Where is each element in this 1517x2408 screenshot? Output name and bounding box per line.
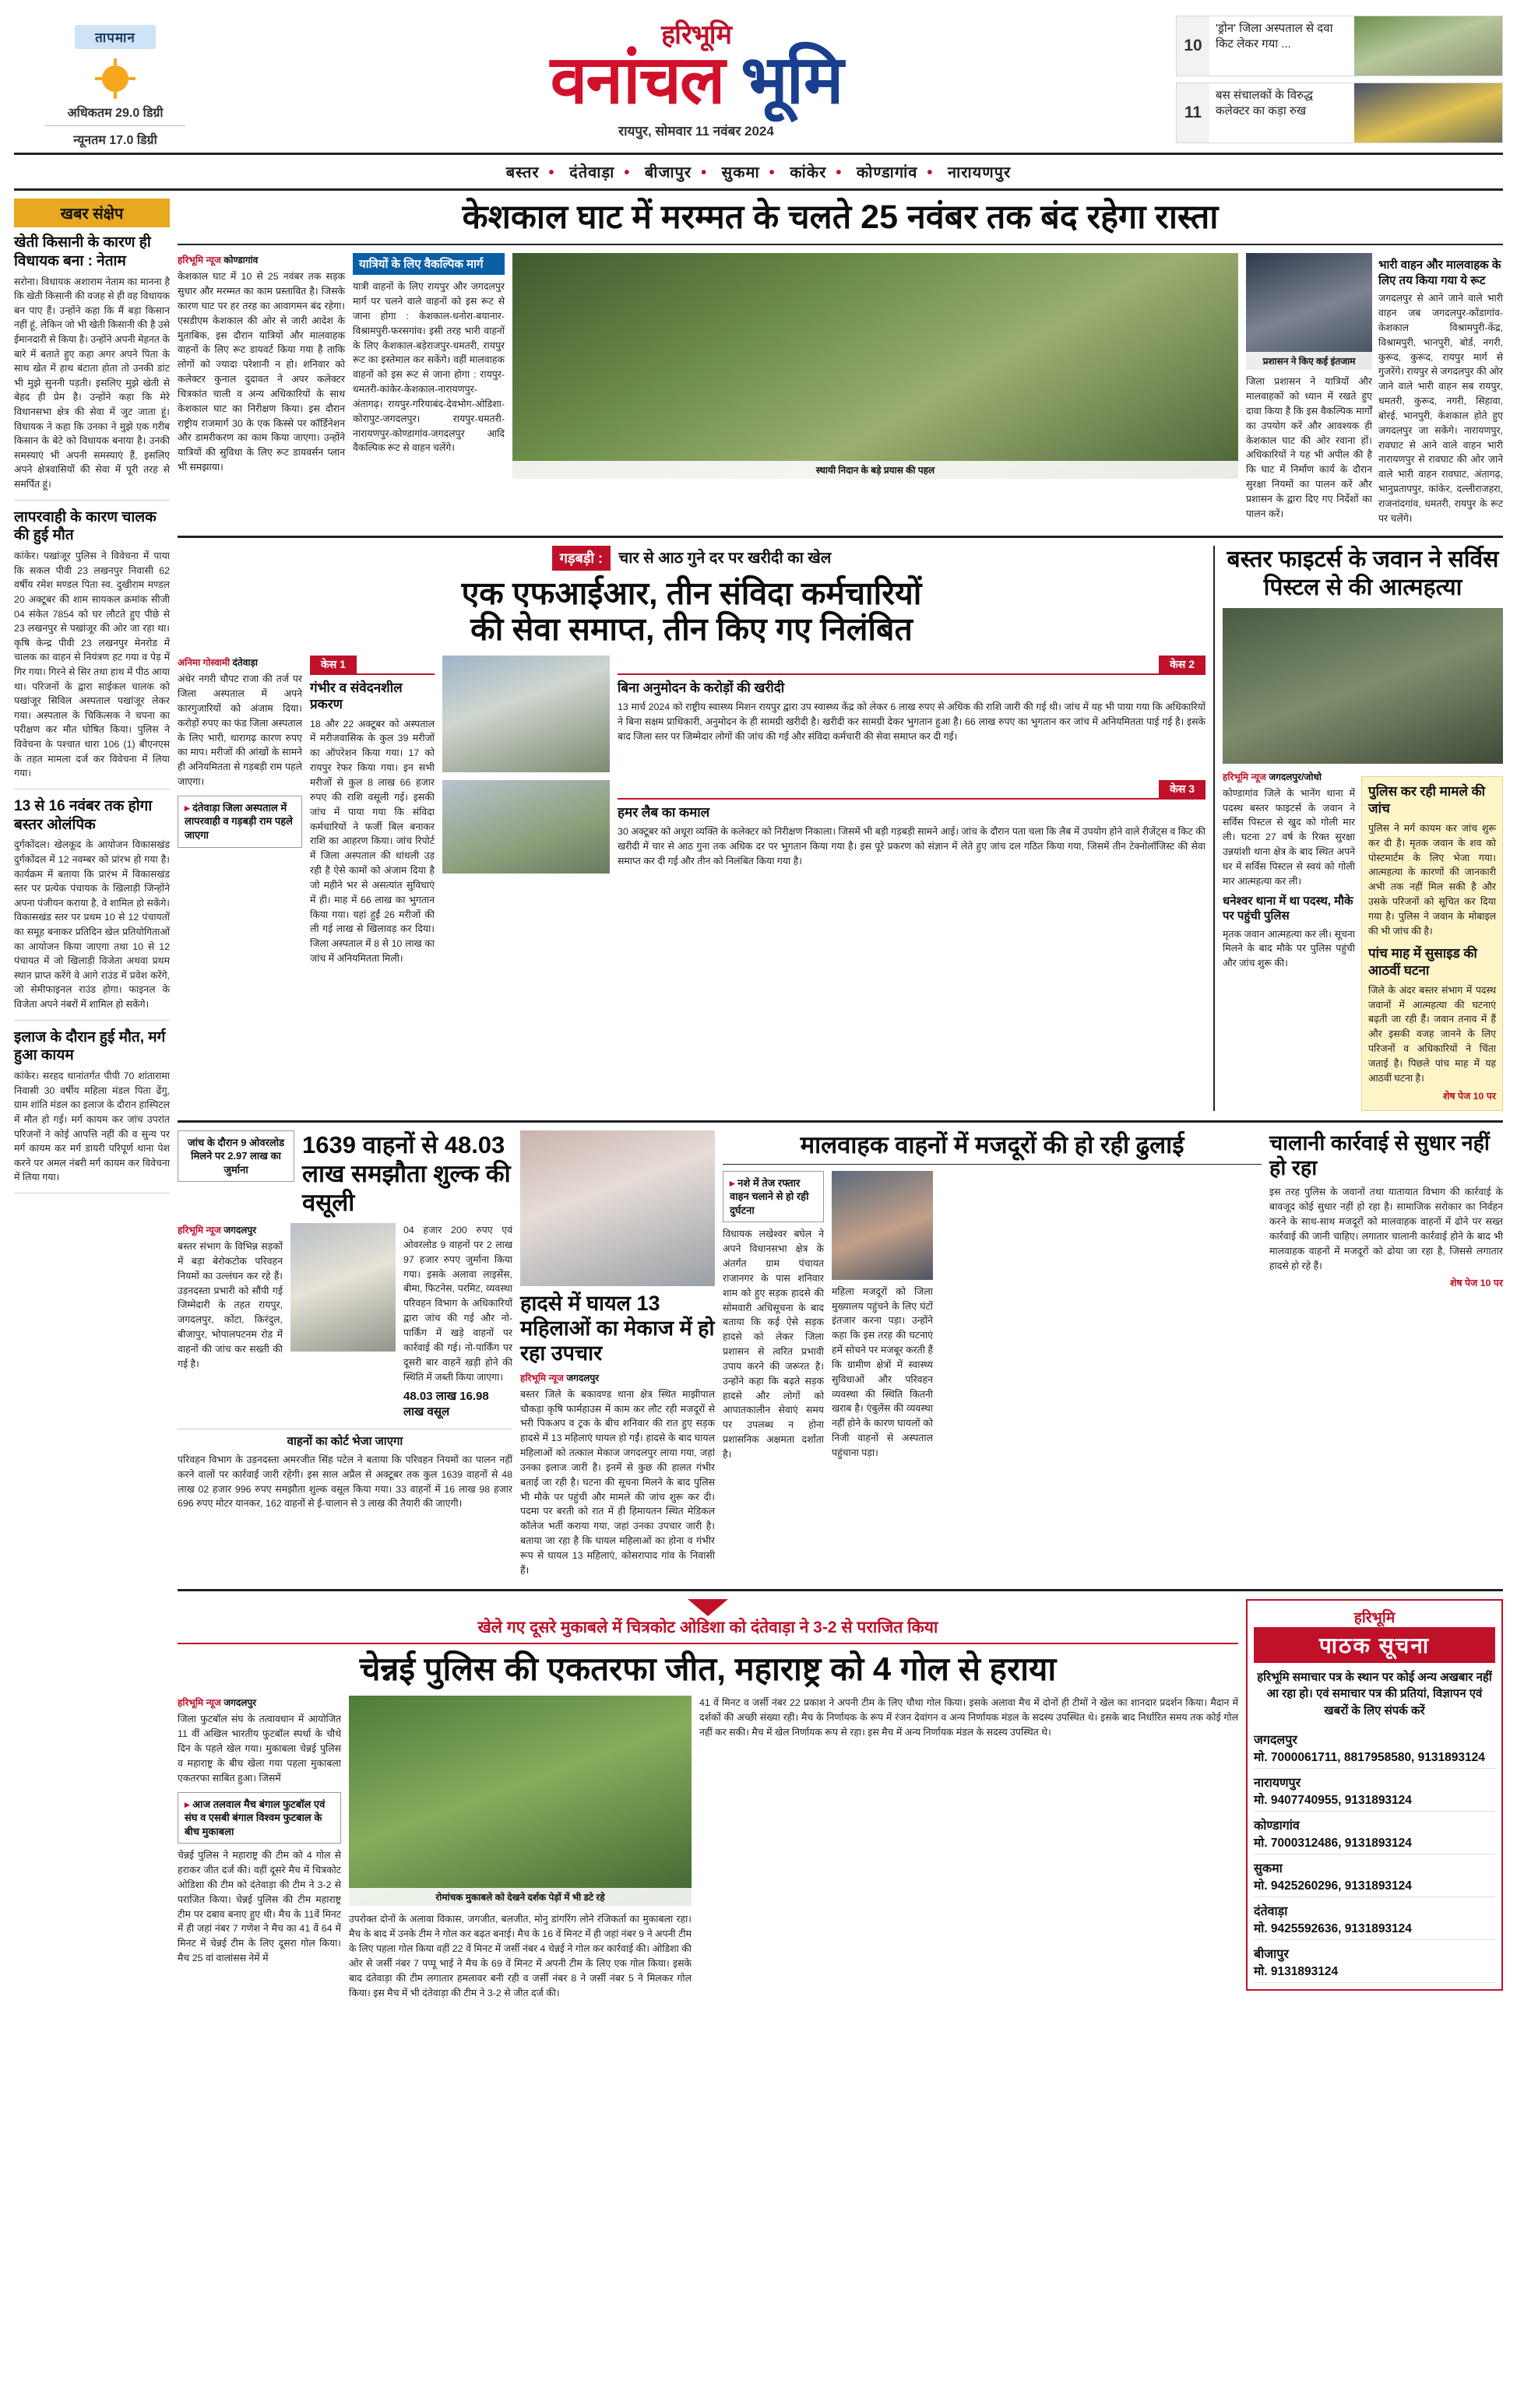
street-scene-photo (442, 656, 610, 772)
temperature-box (14, 11, 216, 148)
challan-headline: चालानी कार्रवाई से सुधार नहीं हो रहा (1269, 1130, 1490, 1179)
publisher-logo: हरिभूमि (661, 20, 731, 50)
police-bus-photo (290, 1223, 396, 1352)
district-item[interactable]: बीजापुर (644, 164, 692, 181)
sun-icon (95, 58, 136, 99)
challan-body: इस तरह पुलिस के जवानों तथा यातायात विभाग की कार्रवाई के बावजूद कोई सुधार नहीं हो रहा है। सामाजिक सरोकार का निर्वहन करने के साथ-साथ मजदूरों को मालवाहक वाहनों में ढोने पर सख्त कार्रवाई की जानी चाहिए। लगातार चालानी कार्रवाई होने के बाद भी मालवाहक वाहनों में मजदूरों को ढोया जा रहा है, जिससे लगातार हादसे हो रहे हैं। (1269, 1186, 1503, 1271)
promo-item[interactable] (1176, 83, 1503, 143)
suicide-body: कोण्डागांव जिले के भानेंग थाना में पदस्थ बस्तर फाइटर्स के जवान ने सर्विस पिस्टल से खुद को गोली मार ली। घटना 27 वर्ष के रिक्त सुरक्षा उन्नयांशी थाना क्षेत्र के बाद स्थित अपने घर में सर्विस पिस्टल से स्वयं को गोली मार आत्महत्या कर ली। (1223, 787, 1355, 887)
case-title: बिना अनुमोदन के करोड़ों की खरीदी (618, 680, 785, 696)
dateline: जगदलपुर (224, 1697, 257, 1709)
photo-caption: प्रशासन ने किए कई इंतजाम (1246, 352, 1372, 370)
sports-note-text: आज तलवाल मैच बंगाल फुटबॉल एवं संघ व एसबी बंगाल विश्वम फुटबाल के बीच मुकाबला (185, 1798, 326, 1837)
contact-city: जगदलपुर (1254, 1733, 1297, 1747)
lead-headline: केशकाल घाट में मरम्मत के चलते 25 नवंबर तक बंद रहेगा रास्ता (178, 199, 1503, 245)
promo-headline: 'ड्रोन' जिला अस्पताल से दवा किट लेकर गया ... (1216, 22, 1333, 51)
third-deck (178, 1120, 1503, 1578)
sports-body-3: 41 वें मिनट व जर्सी नंबर 22 प्रकाश ने अपनी टीम के लिए चौथा गोल किया। इसके अलावा मैच में दोनों ही टीमों ने खेल का शानदार प्रदर्शन किया। मैदान में दर्शकों की अच्छी संख्या रही। मैच के निर्णायक के रूप में रंजन देवांगन व अन्य निर्णायक मंडल के सदस्य उपस्थित थे। इसके बाद निर्धारित समय तक कोई गोल नहीं कर सकी। मैच में खेल निर्णायक रूप से रहा। इस मैच में अन्य निर्णायक मंडल के सदस्य उपस्थित थे। (699, 1697, 1238, 1738)
temperature-min: न्यूनतम 17.0 डिग्री (73, 134, 157, 147)
district-item[interactable]: सुकमा (721, 164, 760, 181)
fir-case-1 (310, 656, 435, 966)
rail-header: खबर संक्षेप (14, 199, 170, 227)
rail-item-body: सरोना। विधायक अशाराम नेताम का मानना है कि खेती किसानी की वजह से ही वह विधायक बन पाए हैं। उन्होंने कहा कि मैं बड़ा किसान नहीं हूं, लेकिन जो भी खेती किसानी की है उसे ईमानदारी से किया है। उन्होंने अपनी मेहनत के बारे में बताते हुए कहा अगर अपने पिता के साथ खेत में हाथ बंटाता होता तो उनकी डांट भी मुझे सुननी पड़ती। इसलिए मुझे खेती से बेहद ही प्रेम है। उन्होंने कहा कि मेरे विधानसभा क्षेत्र की सेवा में जुट जाता हूं। विधायक ने कहा कि उनका ने मुझे एक गरीब किसान के बेटे को विधायक बनाया है। उनकी समस्याएं भी अपनी समस्याएं हैं, इसलिए अपने क्षेत्रवासियों की सेवा में पूरी तरह से समर्पित हूं। (14, 276, 170, 490)
contact-phone[interactable]: मो. 9425592636, 9131893124 (1254, 1919, 1495, 1940)
lead-column-4 (1246, 253, 1503, 526)
football-match-photo (349, 1696, 692, 1906)
edition-date: रायपुर, सोमवार 11 नवंबर 2024 (618, 124, 774, 139)
promo-list (1176, 11, 1503, 143)
labour-headline: मालवाहक वाहनों में मजदूरों की हो रही ढुलाई (723, 1130, 1262, 1165)
football-story (178, 1599, 1238, 2001)
lead-column-1 (178, 253, 345, 526)
fines-note: जांच के दौरान 9 ओवरलोड मिलने पर 2.97 लाख का जुर्माना (178, 1130, 294, 1183)
rail-item-title: खेती किसानी के कारण ही विधायक बना : नेताम (14, 234, 151, 269)
byline-source: अनिमा गोस्वामी (178, 657, 231, 669)
byline (520, 1371, 715, 1384)
fir-note-text: दंतेवाड़ा जिला अस्पताल में लापरवाही व गड़बड़ी राम पहले जाएगा (185, 801, 294, 841)
suicide-sub-title: धनेश्वर थाना में था पदस्थ, मौके पर पहुंची पुलिस (1223, 894, 1353, 923)
fir-headline-line1: एक एफआईआर, तीन संविदा कर्मचारियों (461, 575, 922, 611)
injured-women-story (520, 1130, 715, 1578)
district-item[interactable]: कांकेर (790, 164, 827, 181)
injured-women-hospital-photo (520, 1130, 715, 1286)
sports-photo-column (349, 1696, 692, 2000)
promo-headline: बस संचालकों के विरुद्ध कलेक्टर का कड़ा रुख (1216, 89, 1314, 118)
children-street-photo (442, 780, 610, 874)
rail-item[interactable] (14, 234, 170, 501)
suicide-count-title: पांच माह में सुसाइड की आठवीं घटना (1368, 945, 1477, 978)
lead-story (178, 199, 1503, 526)
sports-column-3 (699, 1696, 1238, 2000)
ghat-aerial-photo (512, 253, 1238, 479)
contact-phone[interactable]: मो. 7000061711, 8817958580, 9131893124 (1254, 1748, 1495, 1769)
labour-note: ▸ नशे में तेज रफ्तार वाहन चलाने से हो रही दुर्घटना (723, 1171, 824, 1223)
labour-transport-story (723, 1130, 1262, 1578)
labour-note-text: नशे में तेज रफ्तार वाहन चलाने से हो रही दुर्घटना (730, 1176, 809, 1216)
lead-body-4: जगदलपुर से आने जाने वाले भारी वाहन जब जगदलपुर-कोंडागांव-केशकाल विश्रामपुरी-केंद्र, विश्रामपुरी, भानपुरी, बोर्ड, नगरी, कुरूद, कुरूद, रायपुर मार्ग से गुजरेंगे। रायपुर से जगदलपुर की ओर जाने वाले भारी वाहन सब रायपुर, धमतरी, कुरूद, नगरी, सिहावा, बोरई, भानपुरी, केशकाल होते हुए जगदलपुर जा सकेंगे। नारायणपुर, रावघाट से आने वाले वाहन भारी नारायणपुर से रावघाट की ओर जाने वाले भारी वाहन रावघाट, अंतागढ़, भानुप्रतापपुर, कांकेर, दल्लीराजहरा, राजनांदगांव, धमतरी, रायपुर के रूट पर चलेंगे। (1378, 293, 1503, 524)
photo-caption: रोमांचक मुकाबले को देखने दर्शक पेड़ों में भी डटे रहे (349, 1888, 692, 1906)
investigation-body: पुलिस ने मर्ग कायम कर जांच शुरू कर दी है। मृतक जवान के शव को पोस्टमार्टम के लिए भेजा गया। आत्महत्या के कारणों की जानकारी अभी तक नहीं मिल सकी है और उसके परिजनों को सूचित कर दिया गया है। पुलिस ने जवान के मोबाइल की भी जांच की है। (1368, 822, 1496, 937)
lead-column-2 (353, 253, 505, 526)
labour-body-2: महिला मजदूरों को जिला मुख्यालय पहुंचने के लिए घंटों इंतजार करना पड़ा। उन्होंने कहा कि इस तरह की घटनाएं हमें सोचने पर मजबूर करती हैं कि ग्रामीण क्षेत्रों में स्वास्थ्य सुविधाओं और परिवहन व्यवस्था की स्थिति कितनी खराब है। एंबुलेंस की व्यवस्था नहीं होने के कारण घायलों को निजी वाहनों से अस्पताल पहुंचाना पड़ा। (832, 1285, 933, 1458)
sports-kicker: खेले गए दूसरे मुकाबले में चित्रकोट ओडिशा को दंतेवाड़ा ने 3-2 से पराजित किया (477, 1618, 938, 1636)
labour-body-1: विधायक लखेश्वर बघेल ने अपने विधानसभा क्षेत्र के अंतर्गत ग्राम पंचायत राजानगर के पास शनिवार शाम को हुए सड़क हादसे की सोमवारी अधिसूचना के बाद बताया कि कई ऐसे सड़क हादसे को लेकर जिला प्रशासन से त्वरित प्रभावी उपाय करने की जरूरत है। उन्होंने कहा कि बढ़ते सड़क हादसे और लोगों को आपातकालीन सेवाएं समय पर उपलब्ध न होना प्रशासनिक अक्षमता दर्शाता है। (723, 1229, 824, 1461)
temperature-max: अधिकतम 29.0 डिग्री (67, 107, 164, 120)
byline (1223, 770, 1355, 783)
rail-item[interactable] (14, 508, 170, 789)
case-bar (310, 656, 435, 675)
promo-page-number: 11 (1177, 83, 1209, 142)
rail-item-body: कांकेर। पखांजूर पुलिस ने विवेचना में पाया कि सकल पीवी 23 लखनपुर निवासी 62 वर्षीय रमेश मण्डल पिता स्व. दुखीराम मण्डल 20 अक्टूबर की शाम सायकल क्रमांक सीजी 04 संकेत 7854 को घर लौटते हुए पीछे से 23 लखनपुर से पखांजूर की ओर जा रहा था। कृषि केन्द्र पीवी 23 लखनपुर मेनरोड में चालक का वाहन से नियंत्रण हट गया व पेड़ में गिर गया। गिरने से सिर तथा हाथ में पीठ आया था। परिजनों के द्वारा साईकल चालक को पखांजूर सिविल अस्पताल पखांजूर लेकर गया। अस्पताल के चिकित्सक ने चपना का परीक्षण कर मौत घोषित किया। पुलिस ने विवेचना के पश्चात धारा 106 (1) बीएनएस के तहत मामला दर्ज कर विवेचना में लिया गया। (14, 550, 170, 779)
investigation-box (1361, 776, 1503, 1111)
rail-item[interactable] (14, 1028, 170, 1193)
jawans-group-photo (1223, 608, 1503, 764)
fines-body-2: 04 हजार 200 रुपए एवं ओवरलोड 9 वाहनों पर 2 लाख 97 हजार रुपए जुर्माना किया गया। इसके अलावा लाइसेंस, बीमा, फिटनेस, परमिट, व्यवस्था परिवहन विभाग के अधिकारियों द्वारा जांच की गई और नो-पार्किंग में खड़े वाहनों पर कार्रवाई की गई। नो-पार्किंग पर दूसरी बार वाहनें खड़ी होने की स्थिति में जब्ती किया जाएगा। (403, 1225, 512, 1383)
fines-sub-title: वाहनों का कोर्ट भेजा जाएगा (178, 1429, 512, 1450)
contact-phone[interactable]: मो. 9131893124 (1254, 1962, 1495, 1983)
byline (178, 1696, 341, 1709)
promo-item[interactable] (1176, 16, 1503, 76)
dateline: जगदलपुर (566, 1372, 600, 1383)
investigation-title: पुलिस कर रही मामले की जांच (1368, 783, 1486, 816)
promo-page-number: 10 (1177, 16, 1209, 76)
lead-body-1: केशकाल घाट में 10 से 25 नवंबर तक सड़क सुधार और मरम्मत का काम प्रस्तावित है। जिसके कारण घाट पर हर तरह का आवागमन बंद रहेगा। एसडीएम केशकाल की ओर से जारी आदेश के मुताबिक, इस दौरान यात्रियों और मालवाहक वाहनों के लिए रूट डायवर्ट किया गया है ताकि लोगों को ज्यादा परेशानी न हो। शनिवार को कलेक्टर कुनाल दुदावत ने अपर कलेक्टर चित्रकांत चाली व अन्य अधिकारियों के साथ केशकाल घाट का निरीक्षण किया। इस दौरान राष्ट्रीय राजमार्ग 30 के एक किस्से पर कॉर्डिनेशन और डामरीकरण का काम किया जाएगा। उन्होंने यात्रियों की सुविधा के लिए रूट डायवर्सन प्लान भी समझाया। (178, 271, 345, 473)
rail-item-title: लापरवाही के कारण चालक की हुई मौत (14, 508, 157, 544)
promo-photo (1354, 16, 1502, 76)
case-bar (618, 780, 1206, 800)
case-body: 18 और 22 अक्टूबर को अस्पताल में मरीजवासिक के कुल 39 मरीजों का ऑपरेशन किया गया। 17 को रायपुर रेफर किया गया। इन सभी मरीजों से कुल 8 लाख 66 हजार रुपए की राशि वसूली गई। इसकी जांच में पाया गया कि संविदा कर्मचारियों ने फर्जी बिल बनाकर राशि का आहरण किया। जांच रिपोर्ट में जिला अस्पताल की धांधली उड़ रही है ऐसे कामों को अंजाम दिया है जो महीने भर से असत्यांत सुविधाएं में ही। माह में 66 लाख का भुगतान किया गया। यहां हुईं 26 मरीजों की ली गई लाख से खिलावड़ कर दिया। जिला अस्पताल में 8 से 10 लाख का जांच में अनियमितता मिली। (310, 718, 435, 965)
temperature-label: तापमान (75, 25, 156, 49)
contact-phone[interactable]: मो. 9425260296, 9131893124 (1254, 1876, 1495, 1897)
byline (178, 1223, 283, 1236)
byline-source: हरिभूमि न्यूज (178, 255, 221, 266)
sports-body-2b: उपरोक्त दोनों के अलावा विकास, जगजीत, बलजीत, मोनु डांगरिंग लोने रंजिकर्ता का मुकाबला रहा। मैच के बाद में उनके टीम ने गोल कर बढ़त बनाई। मैच के 16 वें मिनट में ही जहां नंबर 9 ने अपनी टीम के लिए पहला गोल किया वहीं 22 वें मिनट में जर्सी नंबर 4 चेन्नई ने गोल कर कार्रवाई की। ओडिशा की ओर से जर्सी नंबर 7 पप्पू भाई ने मैच के 69 वें मिनट में अपनी टीम के लिए एक गोल किया। इसके बाद दंतेवाड़ा की टीम लगातार हमलावर बनी रही व जर्सी नंबर 8 ने जर्सी नंबर 5 ने मिलकर गोल किया। इस मैच में भी दंतेवाड़ा की टीम ने 3-2 से जीत दर्ज की। (349, 1914, 692, 1998)
fir-story (178, 546, 1215, 1111)
district-item[interactable]: नारायणपुर (947, 164, 1012, 181)
sports-headline: चेन्नई पुलिस की एकतरफा जीत, महाराष्ट्र को 4 गोल से हराया (359, 1650, 1057, 1687)
reader-notice (1246, 1599, 1503, 2001)
fir-body-1: अंधेर नगरी चौपट राजा की तर्ज पर जिला अस्पताल में अपने कारगुजारियों को अंजाम दिया। करोड़ों रुपए का फंड जिला अस्पताल के लिए भारी, थारागढ़ कारण रुपए का माप। मरीजों की आंखों के सामने ही अनियमितता से गड़बड़ी राम पहले जाएगा। (178, 673, 302, 788)
rail-item-title: इलाज के दौरान हुई मौत, मर्ग हुआ कायम (14, 1028, 166, 1064)
kicker-text: चार से आठ गुने दर पर खरीदी का खेल (618, 549, 832, 567)
byline-source: हरिभूमि न्यूज (520, 1372, 564, 1383)
suicide-sub-body: मृतक जवान आत्महत्या कर ली। सूचना मिलने के बाद मौके पर पुलिस पहुंची और जांच शुरू की। (1223, 928, 1355, 969)
byline-source: हरिभूमि न्यूज (178, 1697, 221, 1709)
contact-city: नारायणपुर (1254, 1776, 1301, 1790)
rail-item-body: दुर्गकोंदल। खेलकूद के आयोजन विकासखंड दुर्गकोंदल में 12 नवम्बर को प्रांरभ हो गया है। कार्यक्रम में बताया कि प्रारंभ में विकासखंड स्तर पर प्रत्येक पंचायक के खिलाड़ी जिन्होंने अपना पंजीयन कराया है, वे शामिल हो सकेंगे। विकासखंड स्तर पर प्रथम 10 से 12 पंचायतों का समूह बनाकर प्रतिदिन खेल प्रतियोगिताओं का आयोजन किया जाएगा तथा 10 से 12 पंचायत में जो खिलाड़ी विजेता अथवा प्रथम स्थान प्राप्त करेंगे वे आगे राउंड में प्रवेश करेंगे, जो सेमीफाइनल राउंड होगा। फाइनल के विजेता अपने नंबरों में शामिल हो सकेंगे। (14, 839, 170, 1011)
fir-column-1 (178, 656, 302, 966)
masthead (14, 11, 1503, 155)
leader-portrait-photo (832, 1171, 933, 1280)
photo-caption: स्थायी निदान के बड़े प्रयास की पहल (512, 461, 1238, 479)
byline (178, 656, 302, 669)
fir-cases-right (442, 656, 1206, 966)
page-title (216, 43, 1176, 118)
contact-city: बीजापुर (1254, 1947, 1289, 1961)
fines-story (178, 1130, 512, 1578)
contact-phone[interactable]: मो. 7000312486, 9131893124 (1254, 1833, 1495, 1854)
nameplate-block (216, 11, 1176, 139)
contact-city: दंतेवाड़ा (1254, 1904, 1288, 1918)
reader-notice-subtitle: हरिभूमि समाचार पत्र के स्थान पर कोई अन्य अखबार नहीं आ रहा हो। एवं समाचार पत्र की प्रतियां, विज्ञापन एवं खबरों के लिए संपर्क करें (1257, 1670, 1492, 1718)
fines-body-1: बस्तर संभाग के विभिन्न सड़कों में बड़ा बेरोकटोक परिवहन नियमों का उल्लंघन कर रहे हैं। उड़नदस्ता प्रभारी को सौंपी गई जिम्मेदारी के तहत रायपुर, जगदलपुर, कोंटा, किरंदुल, बीजापुर, भोपालपटनम रोड में वाहनों की जांच कर सख्ती की गई है। (178, 1241, 283, 1369)
rail-item-body: कांकेर। सरहद थानांतर्गत पीपी 70 शांतारामा निवासी 30 वर्षीय महिला मंडल पिता ढेंगु, ग्राम शांति मंडल का इलाज के दौरान हास्पिटल में मौत हो गई। मर्ग कायम कर जांच उपरांत परिजनों ने कोई आपत्ति नहीं की व सुन्य पर मर्ग कायम कर मर्ग डायरी परिपूर्ण थाना पेश करने पर अमल नंबरी मर्ग कायम कर विवेचना में लिया गया। (14, 1070, 170, 1183)
byline (178, 253, 345, 266)
news-brief-rail (14, 199, 170, 2000)
case-label: केस 3 (1159, 780, 1206, 798)
fir-headline-line2: की सेवा समाप्त, तीन किए गए निलंबित (470, 611, 913, 648)
reader-contact-list (1254, 1731, 1495, 1983)
suicide-headline: बस्तर फाइटर्स के जवान ने सर्विस पिस्टल से की आत्महत्या (1227, 546, 1499, 600)
challan-story (1269, 1130, 1503, 1578)
rail-item-title: 13 से 16 नवंबर तक होगा बस्तर ओलंपिक (14, 797, 153, 833)
case-label: केस 1 (310, 656, 357, 673)
dateline: जगदलपुर (224, 1225, 257, 1236)
byline-source: हरिभूमि न्यूज (1223, 771, 1266, 782)
dateline: जगदलपुर/जोधो (1269, 771, 1322, 782)
dateline: कोण्डागांव (224, 255, 259, 266)
district-item[interactable]: दंतेवाड़ा (569, 164, 615, 181)
fines-sub-body: परिवहन विभाग के उड़नदस्ता अमरजीत सिंह पटेल ने बताया कि परिवहन नियमों का पालन नहीं करने वालों पर कार्रवाई जारी रहेगी। इस साल अप्रैल से अक्टूबर तक कुल 1639 वाहनों से 48 लाख 02 हजार 996 रुपए समझौता शुल्क वसूल किया गया। 33 वाहनों में 16 लाख 98 हजार 696 रुपए मोटर यानकर, 162 वाहनों से ई-चालान से 3 लाख की तैयारी की जाएगी। (178, 1454, 512, 1510)
chevron-down-icon (688, 1599, 728, 1616)
byline-source: हरिभूमि न्यूज (178, 1225, 221, 1236)
injured-women-headline: हादसे में घायल 13 महिलाओं का मेकाज में हो रहा उपचार (520, 1291, 715, 1366)
case-label: केस 2 (1159, 656, 1206, 673)
case-bar (618, 656, 1206, 675)
case-title: गंभीर व संवेदनशील प्रकरण (310, 680, 403, 712)
kicker (178, 546, 1206, 571)
fir-headline (178, 575, 1206, 648)
officials-dais-photo (1246, 253, 1372, 370)
reader-notice-title: पाठक सूचना (1254, 1627, 1495, 1663)
case-body: 13 मार्च 2024 को राष्ट्रीय स्वास्थ्य मिशन रायपुर द्वारा उप स्वास्थ्य केंद्र को लेकर 6 लाख रुपए से अधिक की राशि जारी की गई थी। जांच में यह भी पाया गया कि अधिकारियों ने बिना सक्षम प्राधिकारी, अनुमोदन के ही सामग्री खरीदी है। खरीदी कर सामग्री देकर भुगतान हुआ है। 66 लाख रुपए का भुगतान कर जांच में अनियमितता पाई गई है। इसके बाद जिला स्तर पर जिम्मेदार लोगों की जांच की गई और संविदा कर्मचारी की सेवा समाप्त कर दी गई। (618, 701, 1206, 743)
district-strip: बस्तर • दंतेवाड़ा • बीजापुर • सुकमा • कांकेर • कोण्डागांव • नारायणपुर (14, 155, 1503, 191)
sports-note: ▸ आज तलवाल मैच बंगाल फुटबॉल एवं संघ व एसबी बंगाल विश्वम फुटबाल के बीच मुकाबला (178, 1792, 341, 1844)
sports-section (178, 1589, 1503, 2001)
district-item[interactable]: कोण्डागांव (856, 164, 918, 181)
dateline: दंतेवाड़ा (232, 657, 259, 669)
injured-women-body: बस्तर जिले के बकावण्ड थाना क्षेत्र स्थित माझीपाल चौकड़ा कृषि फार्महाउस में काम कर लौट रही मजदूरों से भरी पिकअप व ट्रक के बीच शनिवार की रात हुए सड़क हादसे में 13 महिलाएं घायल हो गईं। हादसे के बाद घायल महिलाओं को तत्काल मेकाज जगदलपुर लाया गया, जहां उनका इलाज जारी है। इनमें से कुछ की हालत गंभीर बताई जा रही है। घटना की सूचना मिलने के बाद पुलिस भी मौके पर पहुंची और मामले की जांच शुरू कर दी। पदमा पर बरती को रात में ही हिमायतन स्थित मेडिकल कॉलेज भर्ती कराया गया, जहां उनका उपचार जारी है। बताया जा रहा है कि घायल महिलाओं का होना व गंभीर रूप से घायल 13 महिलाएं, कोसरापाद गांव के निवासी हैं। (520, 1388, 715, 1576)
contact-city: कोण्डागांव (1254, 1819, 1300, 1833)
second-deck (178, 536, 1503, 1111)
nameplate-word-2: भूमि (741, 43, 843, 118)
rail-item[interactable] (14, 797, 170, 1021)
nameplate-word-1: वनांचल (550, 43, 724, 118)
fines-headline: 1639 वाहनों से 48.03 लाख समझौता शुल्क की वसूली (302, 1130, 511, 1216)
fir-note: ▸ दंतेवाड़ा जिला अस्पताल में लापरवाही व गड़बड़ी राम पहले जाएगा (178, 796, 302, 848)
lead-body-3: जिला प्रशासन ने यात्रियों और मालवाहकों को ध्यान में रखते हुए दावा किया है कि इस वैकल्पिक मार्गों का उपयोग करें और आवश्यक ही केशकाल घाट की ओर रवाना हों। अधिकारियों ने यह भी अपील की है कि घाट में निर्माण कार्य के दौरान सुरक्षा नियमों का पालन करें और प्रशासन के द्वारा दिए गए निर्देशों का पालन करें। (1246, 376, 1372, 519)
lead-sub-title: भारी वाहन और मालवाहक के लिए तय किया गया ये रूट (1378, 258, 1501, 287)
case-body: 30 अक्टूबर को अधूरा व्यक्ति के कलेक्टर को निरीक्षण निकाला। जिसमें भी बड़ी गड़बड़ी सामने आई। जांच के दौरान पता चला कि लैब में उपयोग होने वाले रीजेंट्स व किट की खरीदी में चार से आठ गुना तक अधिक दर पर भुगतान किया गया है। इस पूरे प्रकरण को संज्ञान में लेते हुए जांच दल गठित किया गया, जिसमें तीन टेक्नोलॉजिस्ट की सेवा समाप्त कर दी गई और तीन को निलंबित किया गया है। (618, 826, 1206, 867)
jump-line[interactable]: शेष पेज 10 पर (1449, 1278, 1503, 1289)
lead-subhead: यात्रियों के लिए वैकल्पिक मार्ग (353, 253, 505, 275)
sports-body-1: जिला फुटबॉल संघ के तत्वावधान में आयोजित 11 वीं अखिल भारतीय फुटबॉल स्पर्धा के चौथे दिन के पहले खेल गया। मुकाबला चेन्नई पुलिस व महाराष्ट्र के बीच खेला गया पहला मुकाबला एकतरफा साबित हुआ। जिसमें (178, 1714, 341, 1784)
case-title: हमर लैब का कमाल (618, 805, 710, 821)
contact-city: सुकमा (1254, 1861, 1283, 1875)
reader-logo: हरिभूमि (1353, 1609, 1396, 1626)
lead-body-2: यात्री वाहनों के लिए रायपुर और जगदलपुर मार्ग पर चलने वाले वाहनों को इस रूट से जाना होगा : केशकाल-धनोरा-बयानार-विश्रामपुरी-फरसगांव। इसी तरह भारी वाहनों के लिए केशकाल-बड़ेराजपुर-धमतरी, रायपुर रूट का इस्तेमाल कर सकेंगे। वहीं मालवाहक वाहनों को इस रूट से जाना होगा : रायपुर-धमतरी-कांकेर-केशकाल-नारायणपुर-अंतागढ़। रायपुर-गरियाबंद-देवभोग-ओडिशा-कोरापुट-जगदलपुर। रायपुर-धमतरी-नारायणपुर-कोण्डागांव-जगदलपुर आदि वैकल्पिक रूट से वाहन चलेंगे। (353, 281, 505, 454)
fines-stat: 48.03 लाख 16.98 लाख वसूल (403, 1390, 489, 1418)
jump-line[interactable]: शेष पेज 10 पर (1442, 1090, 1496, 1102)
kicker-label: गड़बड़ी : (552, 546, 611, 571)
district-item[interactable]: बस्तर (505, 164, 540, 181)
suicide-story (1223, 546, 1503, 1111)
promo-photo (1354, 83, 1502, 142)
lead-column-3 (512, 253, 1238, 526)
suicide-count-body: जिले के अंदर बस्तर संभाग में पदस्थ जवानों में आत्महत्या की घटनाएं बढ़ती जा रही हैं। जवान तनाव में हैं और इसकी वजह जानने के लिए परिजनों व अधिकारियों ने चिंता जताई है। पिछले पांच माह में यह आठवीं घटना है। (1368, 984, 1496, 1084)
sports-column-1 (178, 1696, 341, 2000)
contact-phone[interactable]: मो. 9407740955, 9131893124 (1254, 1791, 1495, 1812)
sports-body-1b: चेन्नई पुलिस ने महाराष्ट्र की टीम को 4 गोल से हराकर जीत दर्ज की। वहीं दूसरे मैच में चित्रकोट ओडिशा की टीम को दंतेवाड़ा की टीम ने 3-2 से पराजित किया। चेन्नई पुलिस की टीम महाराष्ट्र टीम पर दबाव बनाए हुए थी। मैच के 11वें मिनट में ही जहां नंबर 7 गणेश ने मैच का 41 वें 64 में मिनट में चेन्नई टीम के लिए दूसरा गोल किया। मैच 25 वां वालांसस नेमें में (178, 1850, 341, 1964)
